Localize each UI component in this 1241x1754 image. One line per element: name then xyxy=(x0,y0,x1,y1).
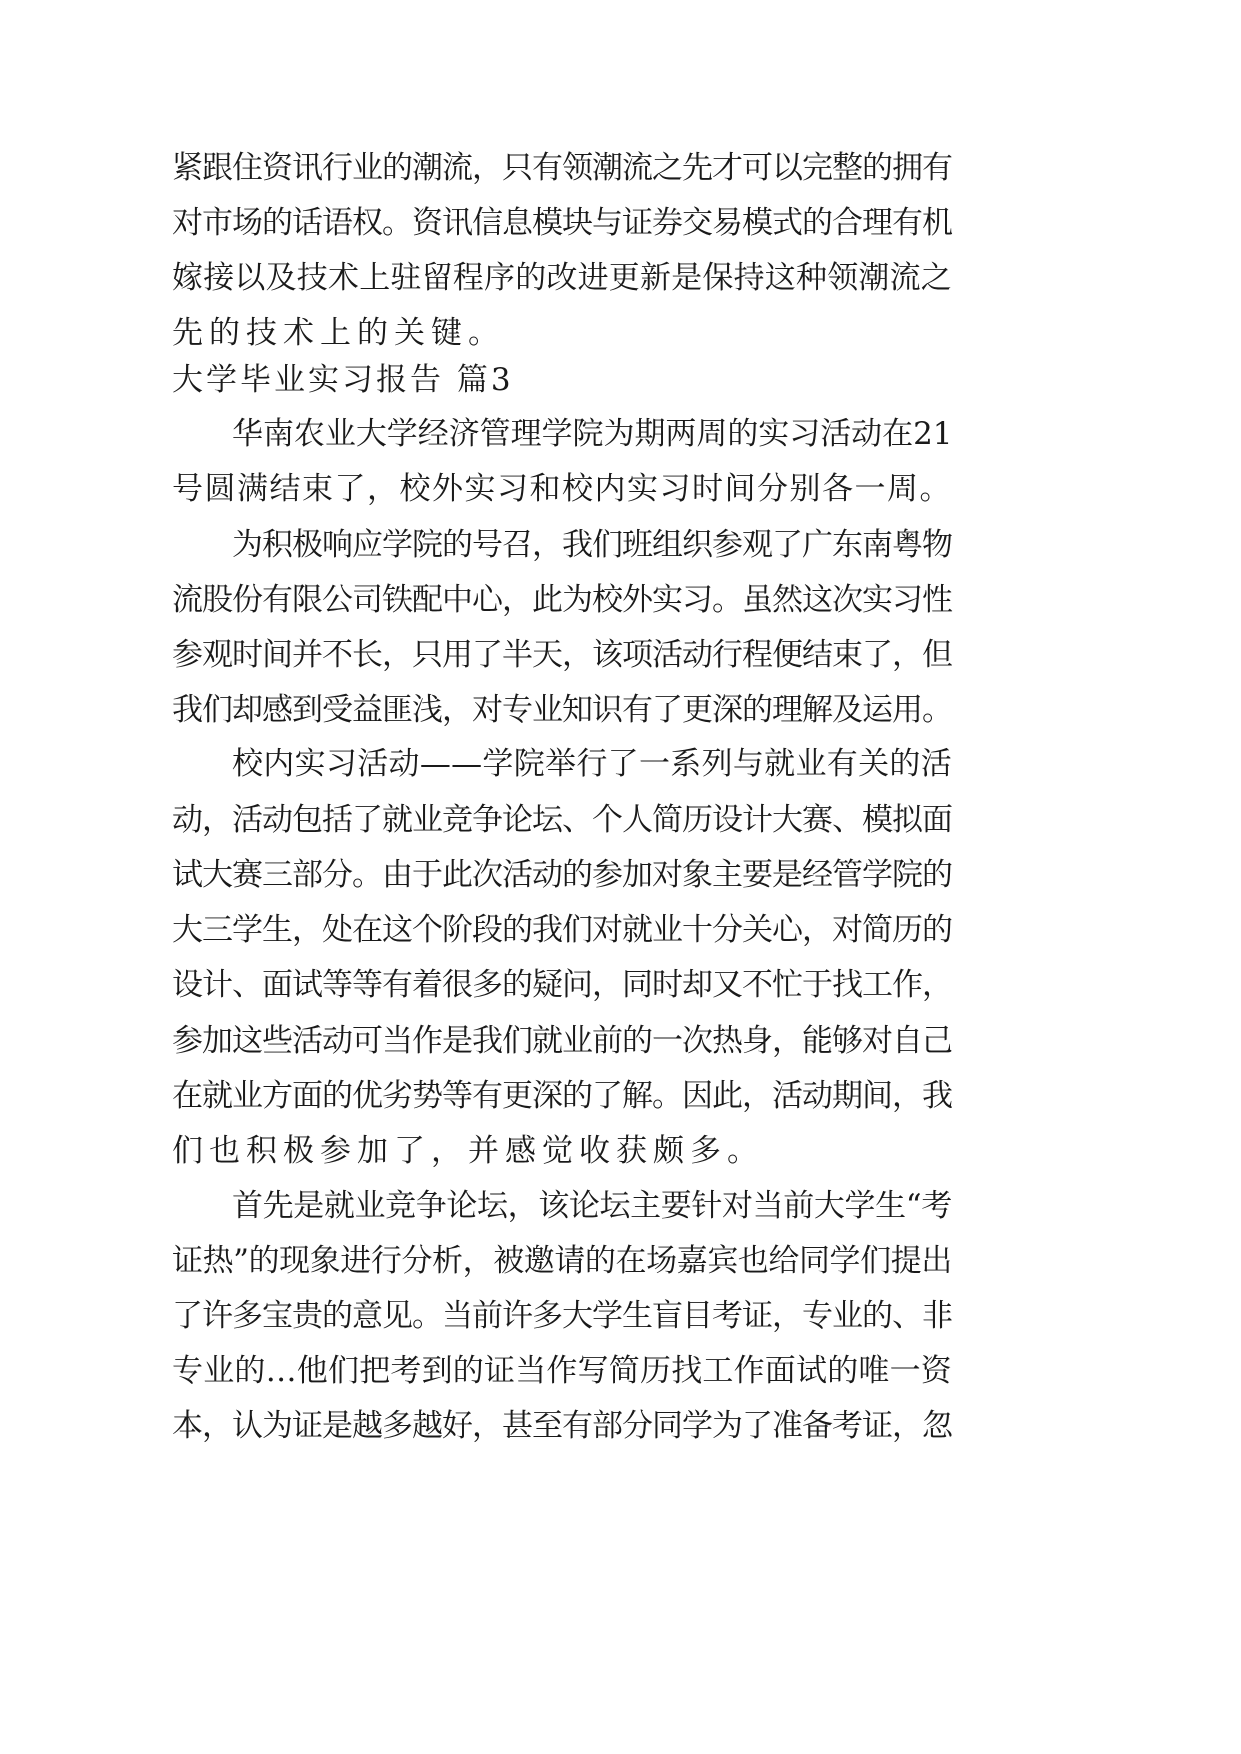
paragraph-line-10: 我们却感到受益匪浅，对专业知识有了更深的理解及运用。 xyxy=(172,692,952,728)
paragraph-line-18: 们也积极参加了，并感觉收获颇多。 xyxy=(172,1133,764,1169)
paragraph-line-13: 试大赛三部分。由于此次活动的参加对象主要是经管学院的 xyxy=(172,857,952,893)
paragraph-line-7: 为积极响应学院的号召，我们班组织参观了广东南粤物 xyxy=(232,527,952,563)
paragraph-line-8: 流股份有限公司铁配中心，此为校外实习。虽然这次实习性 xyxy=(172,582,952,618)
paragraph-line-3: 嫁接以及技术上驻留程序的改进更新是保持这种领潮流之 xyxy=(172,260,952,296)
paragraph-line-11: 校内实习活动——学院举行了一系列与就业有关的活 xyxy=(232,746,952,782)
paragraph-line-15: 设计、面试等等有着很多的疑问，同时却又不忙于找工作， xyxy=(172,967,952,1003)
paragraph-line-23: 本，认为证是越多越好，甚至有部分同学为了准备考证，忽 xyxy=(172,1408,952,1444)
paragraph-line-17: 在就业方面的优劣势等有更深的了解。因此，活动期间，我 xyxy=(172,1078,952,1114)
paragraph-line-1: 紧跟住资讯行业的潮流，只有领潮流之先才可以完整的拥有 xyxy=(172,150,952,186)
paragraph-line-2: 对市场的话语权。资讯信息模块与证券交易模式的合理有机 xyxy=(172,205,952,241)
paragraph-line-21: 了许多宝贵的意见。当前许多大学生盲目考证，专业的、非 xyxy=(172,1298,952,1334)
paragraph-line-22: 专业的…他们把考到的证当作写简历找工作面试的唯一资 xyxy=(172,1353,952,1389)
paragraph-line-9: 参观时间并不长，只用了半天，该项活动行程便结束了，但 xyxy=(172,637,952,673)
paragraph-line-19: 首先是就业竞争论坛，该论坛主要针对当前大学生“考 xyxy=(232,1188,952,1224)
paragraph-line-20: 证热”的现象进行分析，被邀请的在场嘉宾也给同学们提出 xyxy=(172,1243,952,1279)
paragraph-line-14: 大三学生，处在这个阶段的我们对就业十分关心，对简历的 xyxy=(172,912,952,948)
paragraph-line-16: 参加这些活动可当作是我们就业前的一次热身，能够对自己 xyxy=(172,1023,952,1059)
paragraph-line-12: 动，活动包括了就业竞争论坛、个人简历设计大赛、模拟面 xyxy=(172,802,952,838)
paragraph-line-4: 先的技术上的关键。 xyxy=(172,315,505,351)
paragraph-line-5: 华南农业大学经济管理学院为期两周的实习活动在21 xyxy=(232,416,953,452)
paragraph-line-6: 号圆满结束了，校外实习和校内实习时间分别各一周。 xyxy=(172,471,952,507)
section-heading: 大学毕业实习报告 篇3 xyxy=(172,362,514,398)
